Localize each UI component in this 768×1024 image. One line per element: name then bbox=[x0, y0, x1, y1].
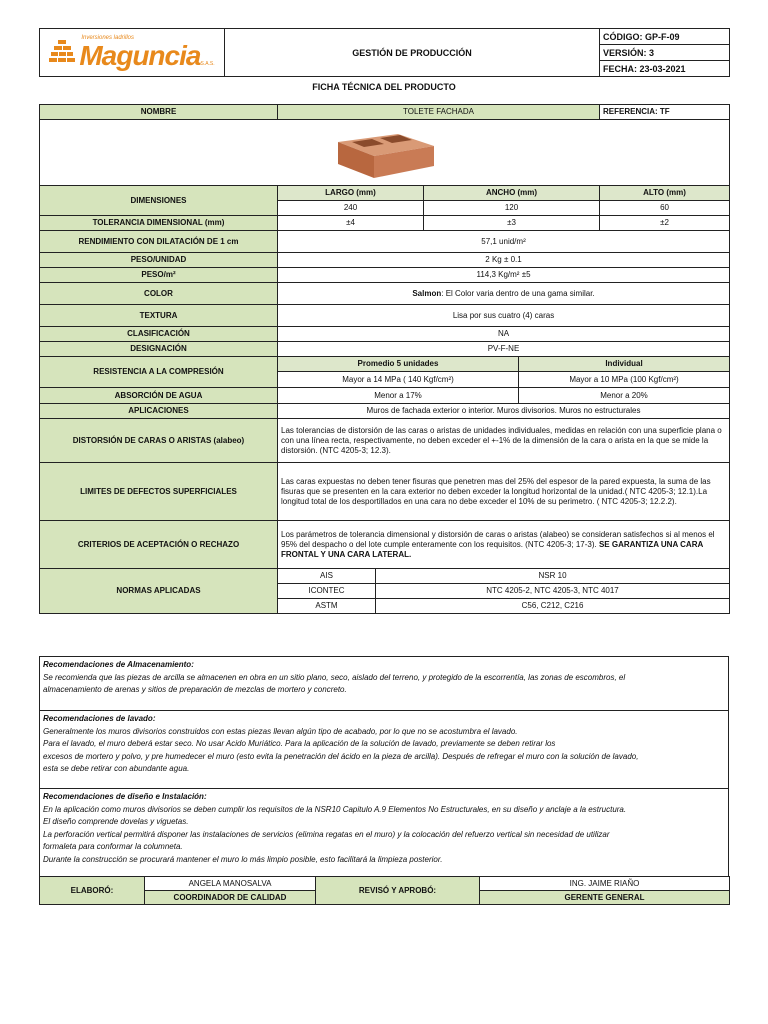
color-note: : El Color varia dentro de una gama similar. bbox=[441, 288, 595, 298]
norma-value: C56, C212, C216 bbox=[376, 599, 730, 614]
tol-ancho: ±3 bbox=[424, 216, 600, 231]
clasificacion-label: CLASIFICACIÓN bbox=[40, 327, 278, 342]
largo-value: 240 bbox=[278, 201, 424, 216]
product-image-cell bbox=[40, 120, 730, 186]
washing-line: esta se debe retirar con abundante agua. bbox=[43, 764, 190, 774]
norma-org: ASTM bbox=[278, 599, 376, 614]
brick-image bbox=[330, 120, 440, 182]
tol-largo: ±4 bbox=[278, 216, 424, 231]
logo-cell bbox=[40, 29, 225, 77]
aplicaciones-value: Muros de fachada exterior o interior. Muros divisorios. Muros no estructurales bbox=[278, 404, 730, 419]
doc-code: CÓDIGO: GP-F-09 bbox=[600, 29, 730, 45]
norma-org: AIS bbox=[278, 569, 376, 584]
peso-unidad-value: 2 Kg ± 0.1 bbox=[278, 253, 730, 268]
dimensiones-label: DIMENSIONES bbox=[40, 186, 278, 216]
absorcion-individual: Menor a 20% bbox=[519, 388, 730, 404]
design-title: Recomendaciones de diseño e Instalación: bbox=[43, 792, 207, 801]
criterios-label: CRITERIOS DE ACEPTACIÓN O RECHAZO bbox=[40, 521, 278, 569]
rendimiento-label: RENDIMIENTO CON DILATACIÓN DE 1 cm bbox=[40, 231, 278, 253]
reviso-name: ING. JAIME RIAÑO bbox=[480, 877, 730, 891]
washing-line: excesos de mortero y polvo, y pre humedecer el muro (esto evita la penetración del ácido en la pieza de arcilla). Después de refregar el muro con la solución de lavado, bbox=[43, 751, 639, 761]
reviso-role: GERENTE GENERAL bbox=[480, 891, 730, 905]
tol-alto: ±2 bbox=[600, 216, 730, 231]
signature-table bbox=[39, 876, 730, 905]
logo-name: Maguncia bbox=[79, 40, 201, 71]
color-value bbox=[278, 283, 730, 305]
design-line: Durante la construcción se procurará mantener el muro lo más limpio posible, esto facilitará la limpieza posterior. bbox=[43, 854, 443, 864]
norma-org: ICONTEC bbox=[278, 584, 376, 599]
design-recommendation bbox=[40, 789, 729, 877]
peso-unidad-label: PESO/UNIDAD bbox=[40, 253, 278, 268]
design-line: La perforación vertical permitirá disponer las instalaciones de servicios (elimina regatas en el muro) y la colocación del refuerzo vertical sin necesidad de utilizar bbox=[43, 829, 610, 839]
design-line: El diseño comprende dovelas y viguetas. bbox=[43, 817, 189, 827]
distorsion-value: Las tolerancias de distorsión de las caras o aristas de unidades individuales, medidas en relación con una superficie plana o con una línea recta, respectivamente, no deben exceder el +-1% de la dimensión de la cara o arista en la que se mide la distorsión. (NTC 4205-3; 12.3). bbox=[278, 419, 730, 463]
ancho-value: 120 bbox=[424, 201, 600, 216]
washing-line: Para el lavado, el muro deberá estar seco. No usar Acido Muriático. Para la aplicación de la solución de lavado, previamente se deben retirar los bbox=[43, 739, 556, 749]
textura-label: TEXTURA bbox=[40, 305, 278, 327]
nombre-value: TOLETE FACHADA bbox=[278, 105, 600, 120]
storage-line: Se recomienda que las piezas de arcilla se almacenen en obra en un sitio plano, seco, aislado del terreno, y protegido de la escorrentía, las zonas de escombros, el bbox=[43, 672, 626, 682]
elaboro-role: COORDINADOR DE CALIDAD bbox=[145, 891, 316, 905]
elaboro-label: ELABORÓ: bbox=[40, 877, 145, 905]
largo-header: LARGO (mm) bbox=[278, 186, 424, 201]
company-logo bbox=[43, 31, 221, 75]
header-title: GESTIÓN DE PRODUCCIÓN bbox=[225, 29, 600, 77]
individual-value: Mayor a 10 MPa (100 Kgf/cm²) bbox=[519, 372, 730, 388]
normas-label: NORMAS APLICADAS bbox=[40, 569, 278, 614]
rendimiento-value: 57,1 unid/m² bbox=[278, 231, 730, 253]
criterios-value bbox=[278, 521, 730, 569]
nombre-label: NOMBRE bbox=[40, 105, 278, 120]
document-title: FICHA TÉCNICA DEL PRODUCTO bbox=[312, 82, 456, 92]
designacion-value: PV-F-NE bbox=[278, 342, 730, 357]
absorcion-promedio: Menor a 17% bbox=[278, 388, 519, 404]
recommendations-table bbox=[39, 656, 729, 877]
color-name: Salmon bbox=[412, 288, 442, 298]
storage-title: Recomendaciones de Almacenamiento: bbox=[43, 660, 194, 669]
peso-m2-value: 114,3 Kg/m² ±5 bbox=[278, 268, 730, 283]
criterios-text: Los parámetros de tolerancia dimensional y distorsión de caras o aristas (alabeo) se consideran satisfechos si al menos el 95% del despacho o del lote cumple enteramente con los requisitos. (NTC 4205-3; 17-3). bbox=[281, 529, 715, 549]
brick-stack-icon bbox=[49, 38, 75, 68]
spec-table bbox=[39, 104, 730, 614]
alto-value: 60 bbox=[600, 201, 730, 216]
criterios-guarantee: SE GARANTIZA UNA CARA FRONTAL Y UNA CARA LATERAL. bbox=[281, 539, 703, 559]
limites-value: Las caras expuestas no deben tener fisuras que penetren mas del 25% del espesor de la pared expuesta, la suma de las fisuras que se presenten en la cara exterior no deben exceder la longitud horizontal de la unidad.( NTC 4205-3; 12.1).La longitud total de los desportillados en una cara no debe exceder el 10% de su perimetro. ( NTC 4205-3; 12.2.2). bbox=[278, 463, 730, 521]
tolerancia-label: TOLERANCIA DIMENSIONAL (mm) bbox=[40, 216, 278, 231]
design-line: formaleta para conformar la columneta. bbox=[43, 842, 183, 852]
peso-m2-label: PESO/m² bbox=[40, 268, 278, 283]
aplicaciones-label: APLICACIONES bbox=[40, 404, 278, 419]
reviso-label: REVISÓ Y APROBÓ: bbox=[316, 877, 480, 905]
absorcion-label: ABSORCIÓN DE AGUA bbox=[40, 388, 278, 404]
individual-header: Individual bbox=[519, 357, 730, 372]
doc-version: VERSIÓN: 3 bbox=[600, 45, 730, 61]
elaboro-name: ANGELA MANOSALVA bbox=[145, 877, 316, 891]
resistencia-label: RESISTENCIA A LA COMPRESIÓN bbox=[40, 357, 278, 388]
promedio-header: Promedio 5 unidades bbox=[278, 357, 519, 372]
norma-value: NSR 10 bbox=[376, 569, 730, 584]
doc-date: FECHA: 23-03-2021 bbox=[600, 61, 730, 77]
washing-line: Generalmente los muros divisorios construidos con estas piezas llevan algún tipo de acabado, por lo que no se acostumbra el lavado. bbox=[43, 726, 518, 736]
distorsion-label: DISTORSIÓN DE CARAS O ARISTAS (alabeo) bbox=[40, 419, 278, 463]
storage-recommendation bbox=[40, 657, 729, 711]
alto-header: ALTO (mm) bbox=[600, 186, 730, 201]
washing-title: Recomendaciones de lavado: bbox=[43, 714, 156, 723]
washing-recommendation bbox=[40, 711, 729, 789]
color-label: COLOR bbox=[40, 283, 278, 305]
limites-label: LIMITES DE DEFECTOS SUPERFICIALES bbox=[40, 463, 278, 521]
referencia: REFERENCIA: TF bbox=[600, 105, 730, 120]
promedio-value: Mayor a 14 MPa ( 140 Kgf/cm²) bbox=[278, 372, 519, 388]
logo-suffix: S.A.S. bbox=[200, 61, 215, 67]
storage-line: almacenamiento de arenas y sitios de preparación de mezclas de mortero y concreto. bbox=[43, 685, 347, 695]
header-table bbox=[39, 28, 730, 77]
logo-tagline: Inversiones ladrillos bbox=[81, 35, 135, 41]
ancho-header: ANCHO (mm) bbox=[424, 186, 600, 201]
textura-value: Lisa por sus cuatro (4) caras bbox=[278, 305, 730, 327]
norma-value: NTC 4205-2, NTC 4205-3, NTC 4017 bbox=[376, 584, 730, 599]
clasificacion-value: NA bbox=[278, 327, 730, 342]
design-line: En la aplicación como muros divisorios se deben cumplir los requisitos de la NSR10 Capitulo A.9 Elementos No Estructurales, en su diseño y anclaje a la estructura. bbox=[43, 804, 627, 814]
designacion-label: DESIGNACIÓN bbox=[40, 342, 278, 357]
